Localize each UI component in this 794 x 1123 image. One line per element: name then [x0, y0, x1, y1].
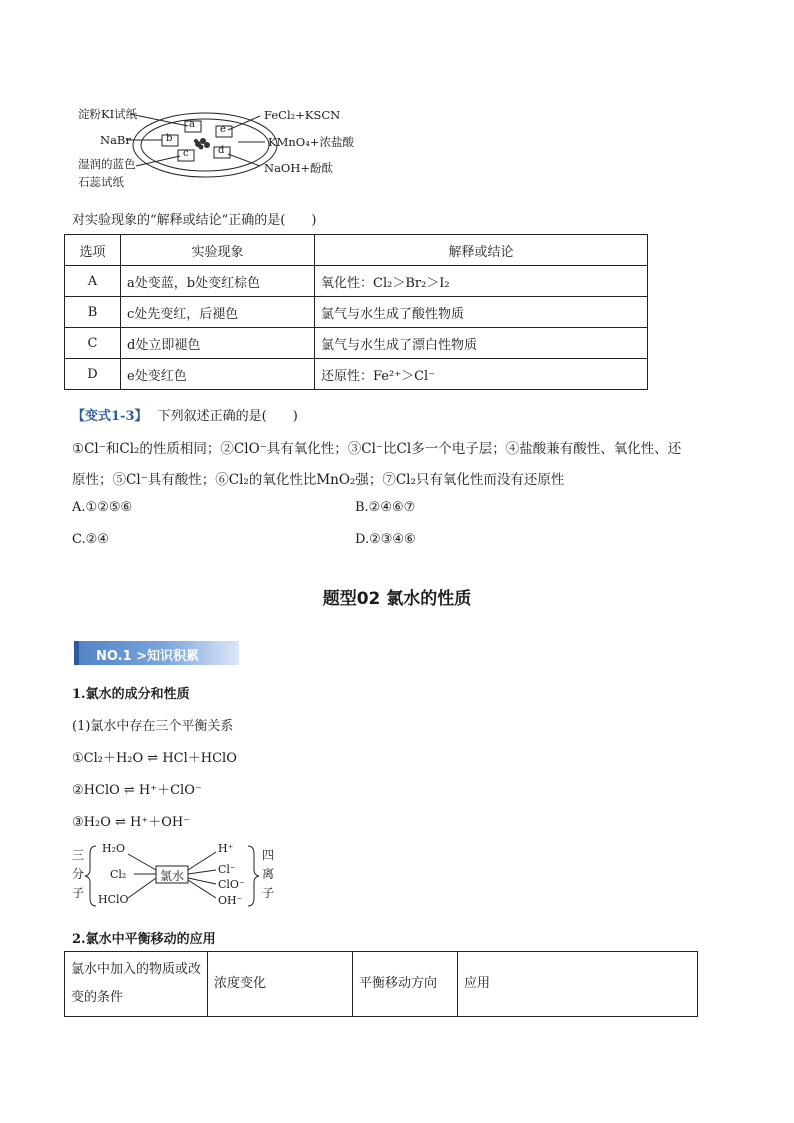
ion-clo: ClO⁻ [218, 878, 245, 891]
table-row [65, 266, 648, 297]
label-naoh: NaOH+酚酞 [264, 161, 334, 175]
cell-option: D [65, 359, 121, 390]
label-fecl2: FeCl₂+KSCN [264, 108, 341, 122]
equation-2: ②HClO ⇌ H⁺＋ClO⁻ [72, 783, 202, 798]
box-label-e: e [220, 124, 226, 135]
header-added-substance: 氯水中加入的物质或改变的条件 [65, 952, 208, 1017]
section-title: 题型02 氯水的性质 [322, 589, 472, 609]
table-row [65, 359, 648, 390]
subheading-2: 2.氯水中平衡移动的应用 [72, 932, 216, 947]
box-label-c: c [183, 148, 189, 159]
experiment-diagram [70, 100, 370, 195]
option-a: A.①②⑤⑥ [72, 500, 133, 515]
header-concentration-change: 浓度变化 [208, 952, 353, 1017]
table-header-row [65, 235, 648, 266]
ion-oh: OH⁻ [218, 894, 243, 907]
label-kmno4: KMnO₄+浓盐酸 [268, 135, 354, 149]
knowledge-badge [74, 641, 239, 665]
center-chlorine-water: 氯水 [160, 869, 185, 883]
header-shift-direction: 平衡移动方向 [353, 952, 458, 1017]
header-option: 选项 [65, 235, 121, 266]
molecule-hclo: HClO [98, 893, 129, 906]
ion-h: H⁺ [218, 842, 234, 855]
question-text: 对实验现象的“解释或结论”正确的是( ) [72, 213, 317, 228]
option-c: C.②④ [72, 532, 109, 547]
label-litmus-2: 石蕊试纸 [78, 175, 124, 189]
equation-1: ①Cl₂＋H₂O ⇌ HCl＋HClO [72, 751, 237, 766]
cell-option: A [65, 266, 121, 297]
group-molecules-label: 三分子 [72, 848, 85, 900]
header-conclusion: 解释或结论 [315, 235, 648, 266]
label-nabr: NaBr [100, 133, 131, 147]
cell-phenomenon: c处先变红，后褪色 [121, 297, 315, 328]
header-application: 应用 [458, 952, 698, 1017]
table-row [65, 297, 648, 328]
label-litmus-1: 湿润的蓝色 [78, 157, 136, 171]
cell-phenomenon: d处立即褪色 [121, 328, 315, 359]
ion-cl: Cl⁻ [218, 863, 236, 876]
cell-conclusion: 氧化性：Cl₂＞Br₂＞I₂ [315, 266, 648, 297]
variant-statement-line1: ①Cl⁻和Cl₂的性质相同；②ClO⁻具有氧化性；③Cl⁻比Cl多一个电子层；④盐酸兼有酸性、氧化性、还 [72, 441, 682, 457]
cell-option: C [65, 328, 121, 359]
box-label-b: b [166, 133, 173, 144]
cell-option: B [65, 297, 121, 328]
variant-stem: 下列叙述正确的是( ) [157, 409, 298, 424]
cell-conclusion: 氯气与水生成了酸性物质 [315, 297, 648, 328]
equation-3: ③H₂O ⇌ H⁺＋OH⁻ [72, 815, 191, 830]
equilibrium-table [64, 951, 698, 1017]
cell-phenomenon: e处变红色 [121, 359, 315, 390]
label-starch-ki: 淀粉KI试纸 [78, 107, 138, 121]
molecule-cl2: Cl₂ [110, 868, 127, 881]
box-label-a: a [189, 119, 195, 130]
cell-phenomenon: a处变蓝，b处变红棕色 [121, 266, 315, 297]
subheading-1-1: (1)氯水中存在三个平衡关系 [72, 719, 234, 734]
explanation-table [64, 234, 648, 390]
components-diagram [70, 840, 280, 912]
table-header-row [65, 952, 698, 1017]
badge-label: NO.1 >知识积累 [96, 649, 200, 664]
subheading-1: 1.氯水的成分和性质 [72, 687, 190, 702]
cell-conclusion: 还原性：Fe²⁺＞Cl⁻ [315, 359, 648, 390]
variant-tag: 【变式1-3】 [72, 409, 148, 424]
table-row [65, 328, 648, 359]
header-phenomenon: 实验现象 [121, 235, 315, 266]
variant-question [72, 405, 298, 424]
box-label-d: d [218, 145, 225, 156]
cell-conclusion: 氯气与水生成了漂白性物质 [315, 328, 648, 359]
group-ions-label: 四离子 [262, 848, 275, 900]
option-b: B.②④⑥⑦ [355, 500, 416, 515]
option-d: D.②③④⑥ [355, 532, 416, 547]
variant-statement-line2: 原性；⑤Cl⁻具有酸性；⑥Cl₂的氧化性比MnO₂强；⑦Cl₂只有氧化性而没有还原性 [72, 472, 565, 488]
molecule-h2o: H₂O [102, 842, 126, 855]
badge-accent-bar [74, 641, 79, 665]
